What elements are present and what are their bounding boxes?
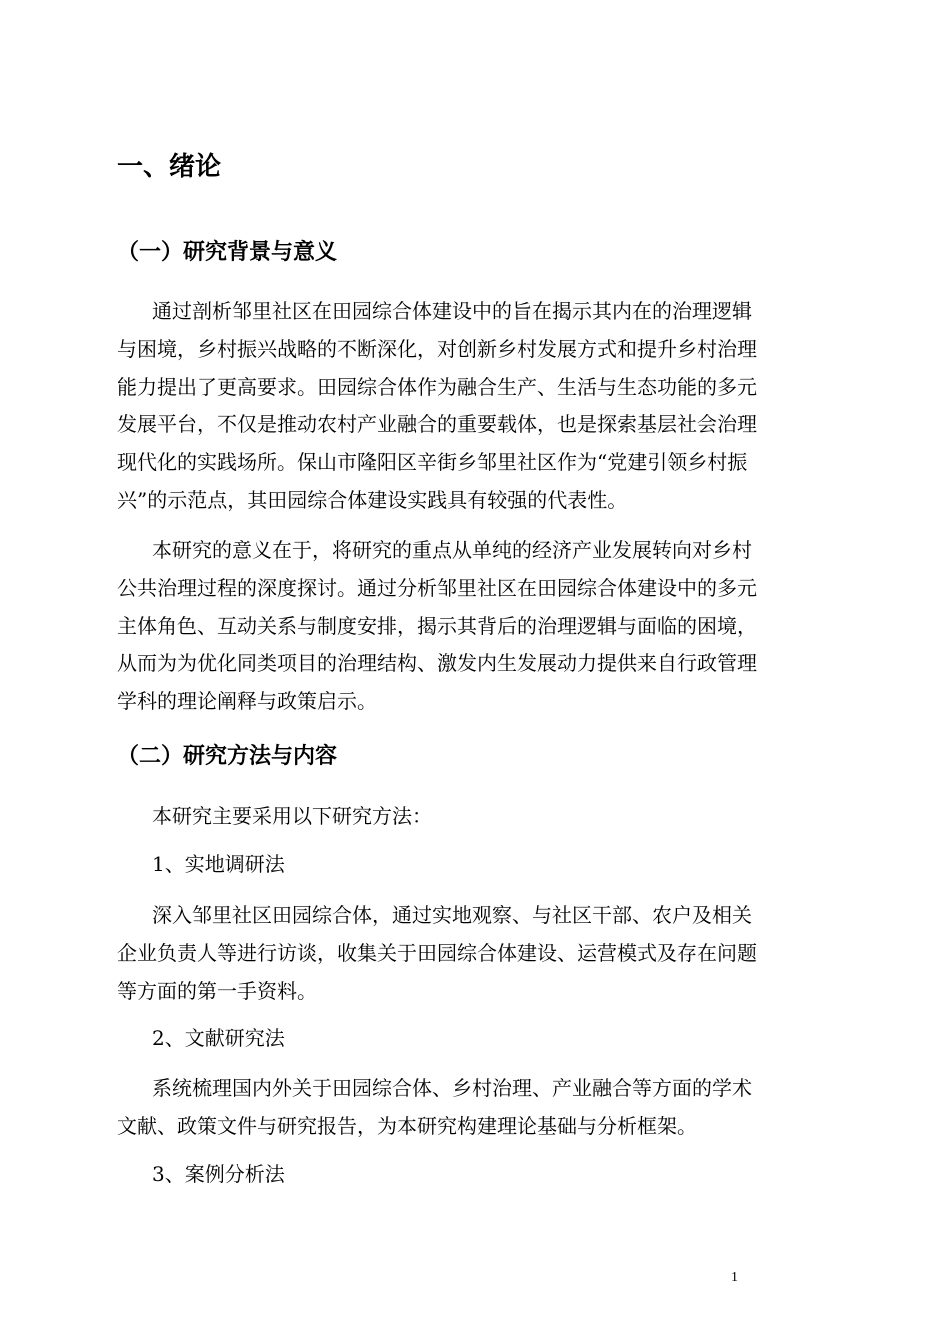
text-line: 企业负责人等进行访谈，收集关于田园综合体建设、运营模式及存在问题 <box>117 940 757 965</box>
section-heading-methods: （二）研究方法与内容 <box>117 744 338 769</box>
method-label-case-study: 3、案例分析法 <box>152 1162 285 1186</box>
paragraph-fieldwork <box>117 897 837 1010</box>
text-line: 通过剖析邹里社区在田园综合体建设中的旨在揭示其内在的治理逻辑 <box>152 299 752 323</box>
text-line: 兴”的示范点，其田园综合体建设实践具有较强的代表性。 <box>117 487 628 512</box>
paragraph-significance <box>117 532 837 721</box>
text-line: 现代化的实践场所。保山市隆阳区辛街乡邹里社区作为“党建引领乡村振 <box>117 450 748 475</box>
paragraph-background <box>117 293 837 520</box>
text-line: 从而为为优化同类项目的治理结构、激发内生发展动力提供来自行政管理 <box>117 651 757 676</box>
page-number: 1 <box>731 1270 738 1285</box>
text-line: 公共治理过程的深度探讨。通过分析邹里社区在田园综合体建设中的多元 <box>117 575 757 600</box>
method-label-literature: 2、文献研究法 <box>152 1026 285 1050</box>
text-line: 发展平台，不仅是推动农村产业融合的重要载体，也是探索基层社会治理 <box>117 412 757 437</box>
paragraph-literature <box>117 1070 837 1146</box>
text-line: 文献、政策文件与研究报告，为本研究构建理论基础与分析框架。 <box>117 1113 697 1138</box>
methods-intro: 本研究主要采用以下研究方法： <box>152 804 432 828</box>
text-line: 系统梳理国内外关于田园综合体、乡村治理、产业融合等方面的学术 <box>152 1076 752 1100</box>
section-heading-background: （一）研究背景与意义 <box>117 240 338 265</box>
method-label-fieldwork: 1、实地调研法 <box>152 852 285 876</box>
text-line: 学科的理论阐释与政策启示。 <box>117 689 377 714</box>
text-line: 等方面的第一手资料。 <box>117 978 317 1003</box>
text-line: 与困境，乡村振兴战略的不断深化，对创新乡村发展方式和提升乡村治理 <box>117 336 757 361</box>
text-line: 深入邹里社区田园综合体，通过实地观察、与社区干部、农户及相关 <box>152 903 752 927</box>
text-line: 本研究的意义在于，将研究的重点从单纯的经济产业发展转向对乡村 <box>152 538 752 562</box>
chapter-heading: 一、绪论 <box>117 152 222 182</box>
text-line: 能力提出了更高要求。田园综合体作为融合生产、生活与生态功能的多元 <box>117 374 757 399</box>
text-line: 主体角色、互动关系与制度安排，揭示其背后的治理逻辑与面临的困境， <box>117 613 757 638</box>
